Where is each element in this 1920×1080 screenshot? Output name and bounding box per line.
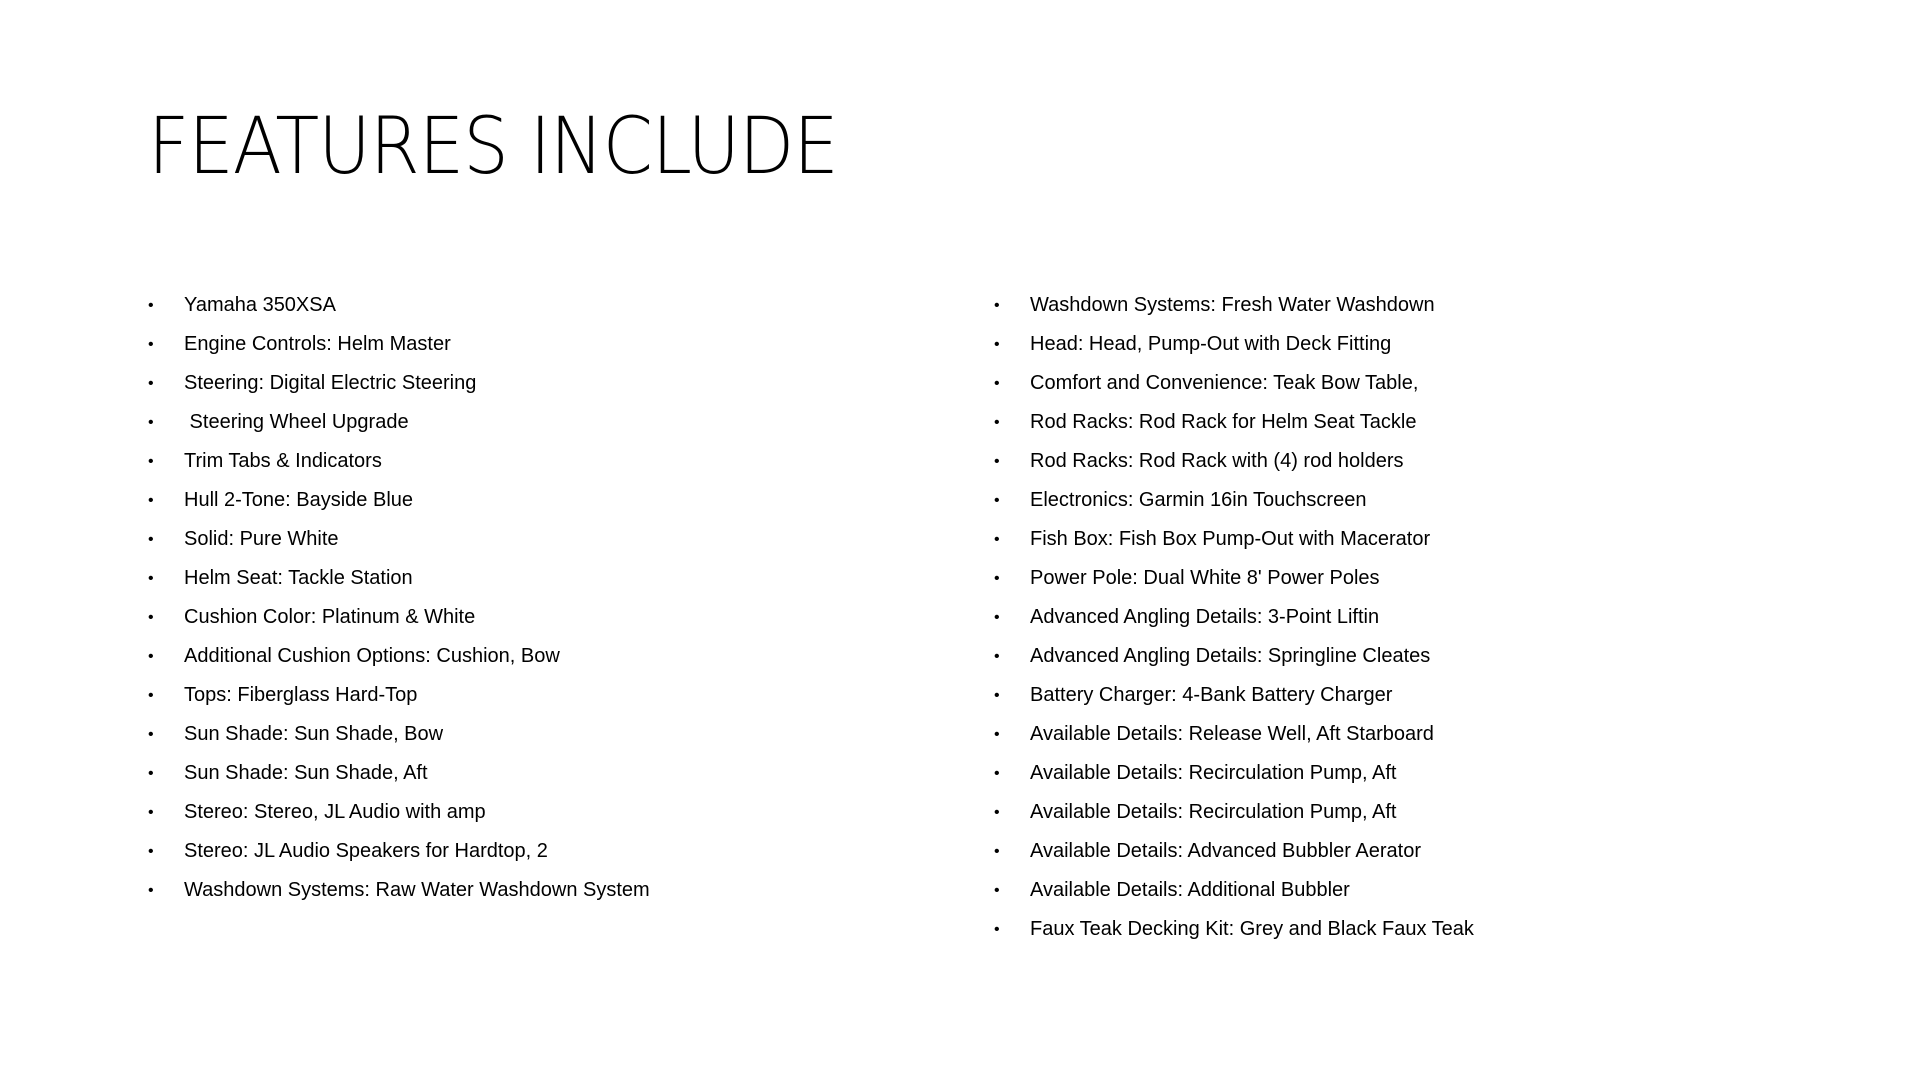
feature-text: Additional Cushion Options: Cushion, Bow — [184, 645, 560, 667]
feature-text: Available Details: Additional Bubbler — [1030, 879, 1350, 901]
bullet-icon: • — [148, 687, 154, 704]
bullet-icon: • — [994, 453, 1000, 470]
bullet-icon: • — [994, 804, 1000, 821]
feature-text: Yamaha 350XSA — [184, 294, 336, 316]
feature-list-item — [994, 598, 1814, 637]
bullet-icon: • — [994, 609, 1000, 626]
feature-text: Advanced Angling Details: 3-Point Liftin — [1030, 606, 1380, 628]
feature-list-item — [148, 364, 968, 403]
feature-text: Available Details: Release Well, Aft Starboard — [1030, 723, 1434, 745]
feature-list-item — [148, 520, 968, 559]
bullet-icon: • — [148, 804, 154, 821]
bullet-icon: • — [148, 765, 154, 782]
bullet-icon: • — [148, 570, 154, 587]
feature-text: Fish Box: Fish Box Pump-Out with Macerator — [1030, 528, 1431, 550]
feature-text: Rod Racks: Rod Rack with (4) rod holders — [1030, 450, 1404, 472]
feature-text: Stereo: JL Audio Speakers for Hardtop, 2 — [184, 840, 548, 862]
feature-list-item — [994, 832, 1814, 871]
feature-text: Washdown Systems: Raw Water Washdown System — [184, 879, 650, 901]
bullet-icon: • — [994, 531, 1000, 548]
features-list-left — [148, 286, 968, 910]
bullet-icon: • — [148, 648, 154, 665]
feature-text: Washdown Systems: Fresh Water Washdown — [1030, 294, 1435, 316]
bullet-icon: • — [148, 843, 154, 860]
feature-text: Steering Wheel Upgrade — [184, 411, 409, 433]
bullet-icon: • — [148, 726, 154, 743]
features-list-right — [994, 286, 1814, 949]
feature-list-item — [994, 793, 1814, 832]
bullet-icon: • — [148, 297, 154, 314]
feature-text: Steering: Digital Electric Steering — [184, 372, 477, 394]
feature-list-item — [148, 871, 968, 910]
feature-text: Stereo: Stereo, JL Audio with amp — [184, 801, 486, 823]
bullet-icon: • — [148, 453, 154, 470]
feature-list-item — [994, 364, 1814, 403]
feature-text: Available Details: Advanced Bubbler Aerator — [1030, 840, 1421, 862]
feature-list-item — [994, 520, 1814, 559]
feature-text: Engine Controls: Helm Master — [184, 333, 451, 355]
feature-list-item — [148, 325, 968, 364]
feature-text: Hull 2-Tone: Bayside Blue — [184, 489, 414, 511]
bullet-icon: • — [994, 687, 1000, 704]
feature-text: Faux Teak Decking Kit: Grey and Black Faux Teak — [1030, 918, 1474, 940]
feature-list-item — [148, 559, 968, 598]
slide-title: FEATURES INCLUDE — [148, 102, 838, 192]
feature-text: Advanced Angling Details: Springline Cleates — [1030, 645, 1431, 667]
feature-list-item — [994, 637, 1814, 676]
feature-text: Available Details: Recirculation Pump, Aft — [1030, 762, 1397, 784]
feature-list-item — [994, 871, 1814, 910]
bullet-icon: • — [148, 531, 154, 548]
bullet-icon: • — [994, 726, 1000, 743]
feature-list-item — [148, 598, 968, 637]
feature-list-item — [148, 754, 968, 793]
feature-list-item — [994, 286, 1814, 325]
feature-text: Solid: Pure White — [184, 528, 339, 550]
feature-list-item — [148, 442, 968, 481]
bullet-icon: • — [994, 843, 1000, 860]
feature-text: Tops: Fiberglass Hard-Top — [184, 684, 418, 706]
feature-list-item — [994, 754, 1814, 793]
feature-list-item — [994, 676, 1814, 715]
bullet-icon: • — [994, 570, 1000, 587]
feature-text: Cushion Color: Platinum & White — [184, 606, 476, 628]
bullet-icon: • — [994, 765, 1000, 782]
feature-text: Sun Shade: Sun Shade, Aft — [184, 762, 428, 784]
bullet-icon: • — [148, 882, 154, 899]
feature-text: Rod Racks: Rod Rack for Helm Seat Tackle — [1030, 411, 1417, 433]
feature-list-item — [148, 793, 968, 832]
feature-list-item — [148, 286, 968, 325]
feature-list-item — [148, 403, 968, 442]
bullet-icon: • — [148, 414, 154, 431]
feature-text: Power Pole: Dual White 8' Power Poles — [1030, 567, 1380, 589]
bullet-icon: • — [148, 492, 154, 509]
bullet-icon: • — [994, 375, 1000, 392]
feature-text: Sun Shade: Sun Shade, Bow — [184, 723, 444, 745]
feature-text: Comfort and Convenience: Teak Bow Table, — [1030, 372, 1419, 394]
feature-list-item — [994, 442, 1814, 481]
feature-list-item — [994, 559, 1814, 598]
feature-text: Trim Tabs & Indicators — [184, 450, 382, 472]
feature-list-item — [148, 481, 968, 520]
feature-text: Battery Charger: 4-Bank Battery Charger — [1030, 684, 1393, 706]
bullet-icon: • — [994, 882, 1000, 899]
feature-list-item — [148, 832, 968, 871]
bullet-icon: • — [994, 414, 1000, 431]
feature-text: Head: Head, Pump-Out with Deck Fitting — [1030, 333, 1392, 355]
bullet-icon: • — [148, 375, 154, 392]
feature-list-item — [994, 910, 1814, 949]
bullet-icon: • — [994, 648, 1000, 665]
bullet-icon: • — [148, 336, 154, 353]
feature-list-item — [994, 715, 1814, 754]
feature-text: Electronics: Garmin 16in Touchscreen — [1030, 489, 1367, 511]
bullet-icon: • — [994, 921, 1000, 938]
feature-list-item — [994, 481, 1814, 520]
feature-list-item — [148, 715, 968, 754]
bullet-icon: • — [994, 492, 1000, 509]
feature-text: Helm Seat: Tackle Station — [184, 567, 413, 589]
feature-list-item — [148, 676, 968, 715]
bullet-icon: • — [148, 609, 154, 626]
feature-list-item — [994, 403, 1814, 442]
feature-list-item — [148, 637, 968, 676]
feature-text: Available Details: Recirculation Pump, Aft — [1030, 801, 1397, 823]
bullet-icon: • — [994, 336, 1000, 353]
feature-list-item — [994, 325, 1814, 364]
bullet-icon: • — [994, 297, 1000, 314]
